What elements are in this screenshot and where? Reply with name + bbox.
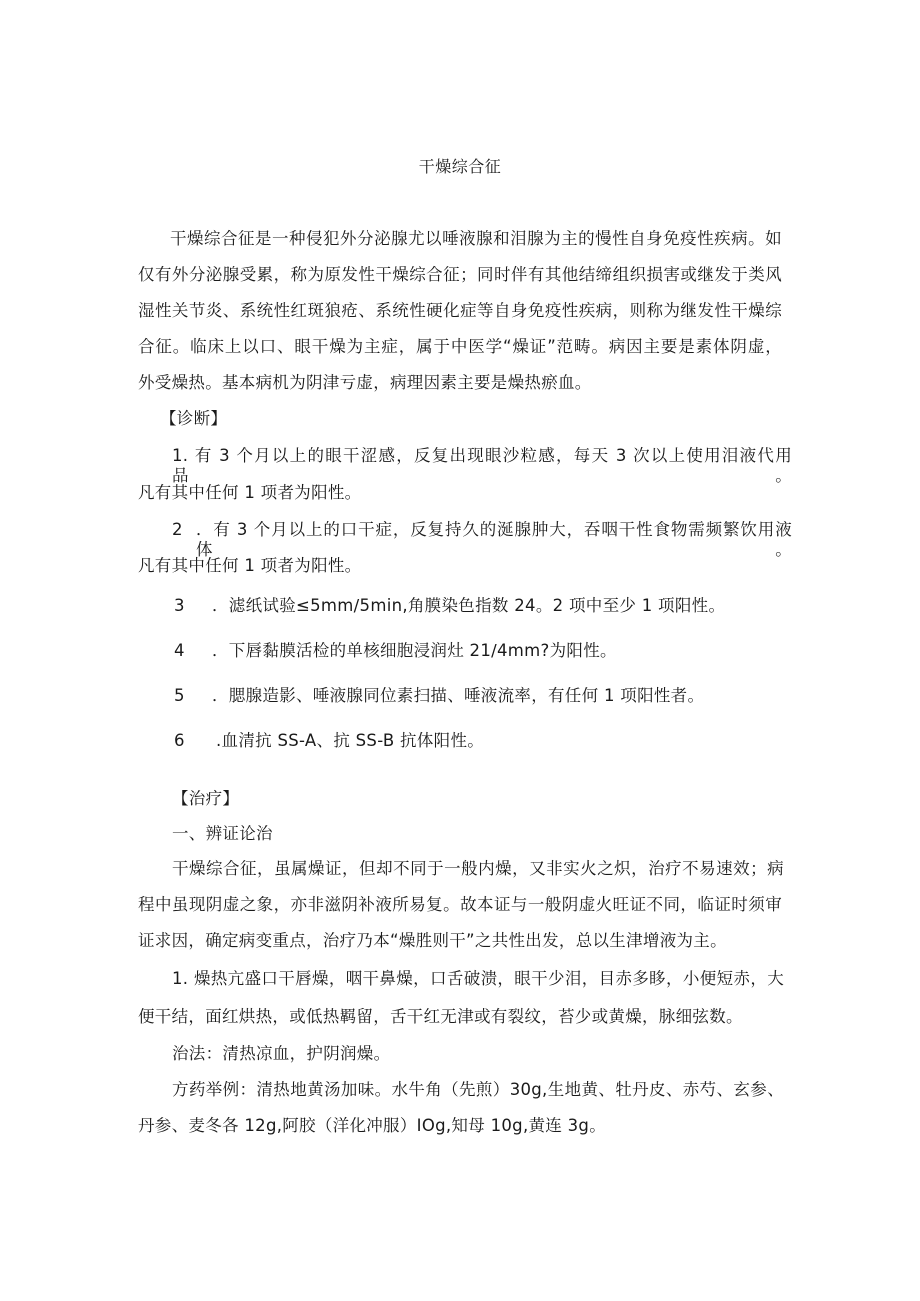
syndrome-1-line-2: 便干结，面红烘热，或低热羁留，舌干红无津或有裂纹，苔少或黄燥，脉细弦数。 — [138, 1007, 743, 1026]
diagnosis-item-2-number: 2 — [172, 520, 183, 539]
treatment-subheading: 一、辨证论治 — [172, 824, 273, 843]
diagnosis-item-6-text: .血清抗 SS-A、抗 SS-B 抗体阳性。 — [216, 731, 485, 750]
intro-line-1: 干燥综合征是一种侵犯外分泌腺尤以唾液腺和泪腺为主的慢性自身免疫性疾病。如 — [170, 229, 782, 248]
formula-line-1: 方药举例：清热地黄汤加味。水牛角（先煎）30g,生地黄、牡丹皮、赤芍、玄参、 — [172, 1080, 784, 1099]
diagnosis-item-5-number: 5 — [174, 686, 185, 705]
treatment-para-line-1: 干燥综合征，虽属燥证，但却不同于一般内燥，又非实火之炽，治疗不易速效；病 — [172, 859, 784, 878]
diagnosis-item-3-number: 3 — [174, 596, 185, 615]
intro-line-2: 仅有外分泌腺受累，称为原发性干燥综合征；同时伴有其他结缔组织损害或继发于类风 — [138, 265, 782, 284]
treatment-heading: 【治疗】 — [172, 789, 240, 808]
syndrome-1-line-1: 1. 燥热亢盛口干唇燥，咽干鼻燥，口舌破溃，眼干少泪，目赤多眵，小便短赤，大 — [172, 969, 784, 988]
diagnosis-item-4-number: 4 — [174, 641, 185, 660]
treatment-method: 治法：清热凉血，护阴润燥。 — [172, 1044, 391, 1063]
treatment-para-line-3: 证求因，确定病变重点，治疗乃本“燥胜则干”之共性出发，总以生津增液为主。 — [138, 931, 727, 950]
diagnosis-item-1-line-2: 凡有其中任何 1 项者为阳性。 — [138, 483, 362, 502]
diagnosis-item-5-text: ．腮腺造影、唾液腺同位素扫描、唾液流率，有任何 1 项阳性者。 — [212, 686, 705, 705]
intro-line-5: 外受燥热。基本病机为阴津亏虚，病理因素主要是燥热瘀血。 — [138, 373, 592, 392]
diagnosis-item-6-number: 6 — [174, 731, 185, 750]
diagnosis-item-3-text: ．滤纸试验≤5mm∕5min,角膜染色指数 24。2 项中至少 1 项阳性。 — [212, 596, 726, 615]
intro-line-3: 湿性关节炎、系统性红斑狼疮、系统性硬化症等自身免疫性疾病，则称为继发性干燥综 — [138, 301, 782, 320]
formula-line-2: 丹参、麦冬各 12g,阿胶（洋化冲服）IOg,知母 10g,黄连 3g。 — [138, 1116, 607, 1135]
intro-line-4: 合征。临床上以口、眼干燥为主症，属于中医学“燥证”范畴。病因主要是素体阴虚， — [138, 337, 782, 356]
diagnosis-item-2-line-2: 凡有其中任何 1 项者为阳性。 — [138, 556, 362, 575]
diagnosis-item-1-line-1: 1. 有 3 个月以上的眼干涩感，反复出现眼沙粒感，每天 3 次以上使用泪液代用品。 — [172, 446, 792, 485]
diagnosis-item-2-line-1: ．有 3 个月以上的口干症，反复持久的涎腺肿大，吞咽干性食物需频繁饮用液体。 — [196, 520, 792, 559]
diagnosis-heading: 【诊断】 — [160, 409, 228, 428]
diagnosis-item-4-text: ．下唇黏膜活检的单核细胞浸润灶 21∕4mm?为阳性。 — [212, 641, 617, 660]
treatment-para-line-2: 程中虽现阴虚之象，亦非滋阴补液所易复。故本证与一般阴虚火旺证不同，临证时须审 — [138, 895, 782, 914]
page-title: 干燥综合征 — [418, 157, 502, 176]
